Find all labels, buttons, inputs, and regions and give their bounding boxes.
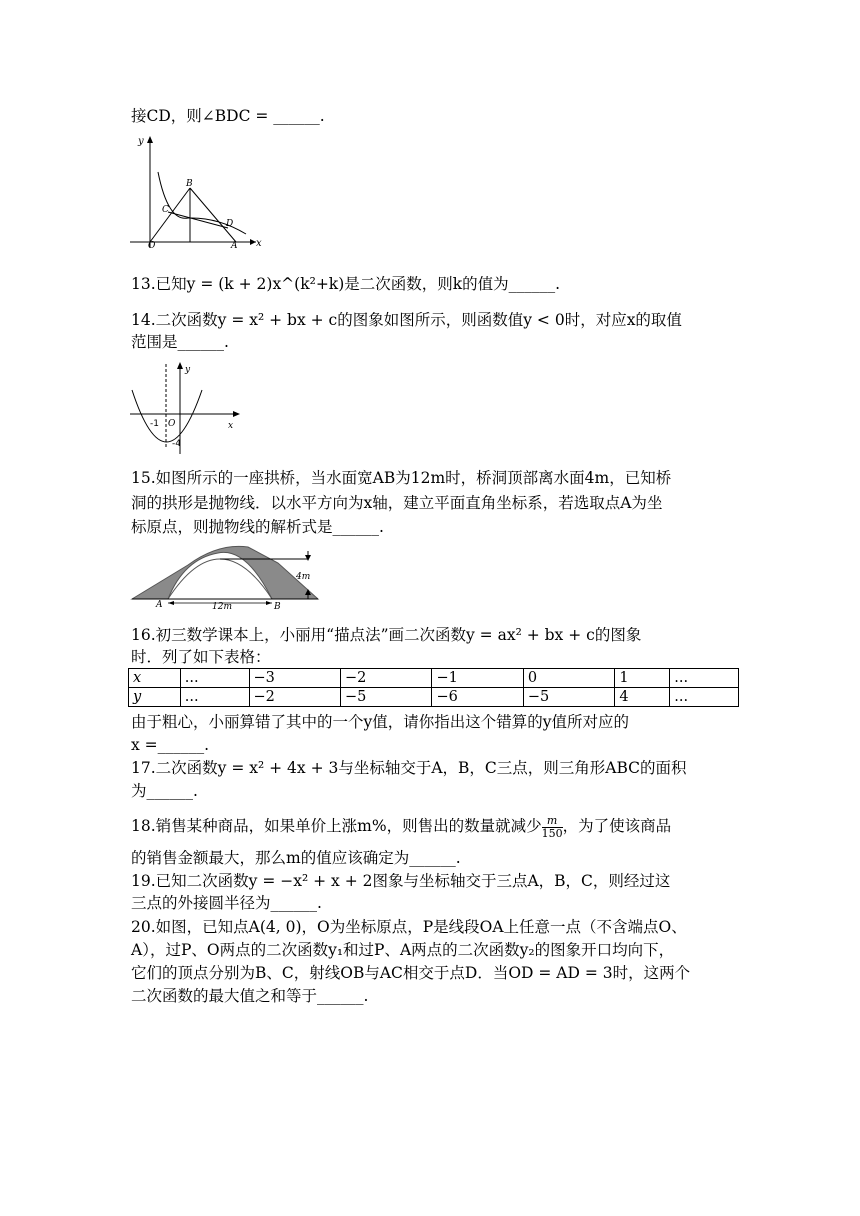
fig14-label-o: O — [168, 419, 176, 429]
q18-frac-denominator: 150 — [541, 826, 563, 840]
q20-line3: 它们的顶点分别为B、C，射线OB与AC相交于点D．当OD = AD = 3时，这两个 — [131, 964, 691, 982]
q13-text: 13.已知y = (k + 2)x^(k²+k)是二次函数，则k的值为______. — [131, 275, 561, 293]
q14-line1: 14.二次函数y = x² + bx + c的图象如图所示，则函数值y < 0时，对应x的取值 — [131, 311, 682, 329]
q12-figure — [128, 132, 268, 250]
fig12-label-c: C — [162, 205, 169, 215]
table-cell: ... — [670, 688, 739, 707]
table-cell: −5 — [523, 688, 614, 707]
table-cell: 4 — [615, 688, 670, 707]
table-cell: −3 — [249, 669, 340, 688]
table-row-x — [129, 669, 739, 688]
fig12-label-x: x — [256, 238, 262, 249]
fig14-label-y: y — [185, 365, 191, 375]
table-cell: −2 — [249, 688, 340, 707]
table-cell: ... — [180, 669, 249, 688]
fig12-label-o: O — [148, 241, 156, 250]
fig14-label-x: x — [228, 421, 234, 431]
table-cell: 0 — [523, 669, 614, 688]
fig15-label-a: A — [156, 600, 163, 610]
q18-frac-numerator: m — [542, 815, 563, 828]
table-cell: y — [129, 688, 181, 707]
q20-line4: 二次函数的最大值之和等于______. — [131, 987, 369, 1005]
q18-line1-b: ，为了使该商品 — [562, 817, 672, 835]
fig15-label-width: 12m — [212, 602, 232, 612]
table-cell: 1 — [615, 669, 670, 688]
table-row-y — [129, 688, 739, 707]
q16-line2: 时．列了如下表格： — [131, 648, 271, 666]
q18-line2: 的销售金额最大，那么m的值应该确定为______. — [131, 849, 461, 867]
table-cell: −5 — [340, 688, 431, 707]
q14-figure — [128, 360, 244, 456]
q15-line3: 标原点，则抛物线的解析式是______. — [131, 518, 384, 536]
table-cell: ... — [180, 688, 249, 707]
q17-line2: 为______. — [131, 782, 198, 800]
table-cell: x — [129, 669, 181, 688]
q15-line2: 洞的拱形是抛物线．以水平方向为x轴，建立平面直角坐标系，若选取点A为坐 — [131, 494, 663, 512]
q18-line1-a: 18.销售某种商品，如果单价上涨m%，则售出的数量就减少 — [131, 817, 542, 835]
q17-line1: 17.二次函数y = x² + 4x + 3与坐标轴交于A，B，C三点，则三角形ABC的面积 — [131, 759, 687, 777]
q14-line2: 范围是______. — [131, 333, 229, 351]
fig14-label-neg1: -1 — [150, 419, 159, 429]
fig12-label-d: D — [226, 219, 234, 229]
table-cell: −1 — [432, 669, 523, 688]
q19-line2: 三点的外接圆半径为______. — [131, 894, 322, 912]
table-cell: −6 — [432, 688, 523, 707]
fig12-label-y: y — [138, 136, 144, 147]
fig15-label-b: B — [274, 602, 281, 612]
fig12-label-b: B — [186, 179, 193, 189]
q20-line2: A），过P、O两点的二次函数y₁和过P、A两点的二次函数y₂的图象开口均向下， — [131, 941, 675, 959]
table-cell: −2 — [340, 669, 431, 688]
q15-bridge-figure — [128, 543, 324, 615]
fig12-label-a: A — [231, 241, 238, 250]
q12-tail-text: 接CD，则∠BDC = ______. — [131, 107, 325, 125]
q20-line1: 20.如图，已知点A(4, 0)，O为坐标原点，P是线段OA上任意一点（不含端点O、 — [131, 918, 687, 936]
q18-fraction — [542, 815, 563, 840]
q16-line4: x =______. — [131, 736, 210, 754]
table-cell: ... — [670, 669, 739, 688]
q19-line1: 19.已知二次函数y = −x² + x + 2图象与坐标轴交于三点A，B，C，则经过这 — [131, 872, 671, 890]
q16-line3: 由于粗心，小丽算错了其中的一个y值，请你指出这个错算的y值所对应的 — [131, 713, 630, 731]
q16-line1: 16.初三数学课本上，小丽用“描点法”画二次函数y = ax² + bx + c的图象 — [131, 626, 642, 644]
q16-value-table — [128, 668, 739, 707]
fig15-label-height: 4m — [296, 572, 311, 582]
q18-line1 — [131, 812, 671, 840]
fig14-label-neg4: -4 — [172, 439, 181, 449]
q15-line1: 15.如图所示的一座拱桥，当水面宽AB为12m时，桥洞顶部离水面4m，已知桥 — [131, 469, 672, 487]
